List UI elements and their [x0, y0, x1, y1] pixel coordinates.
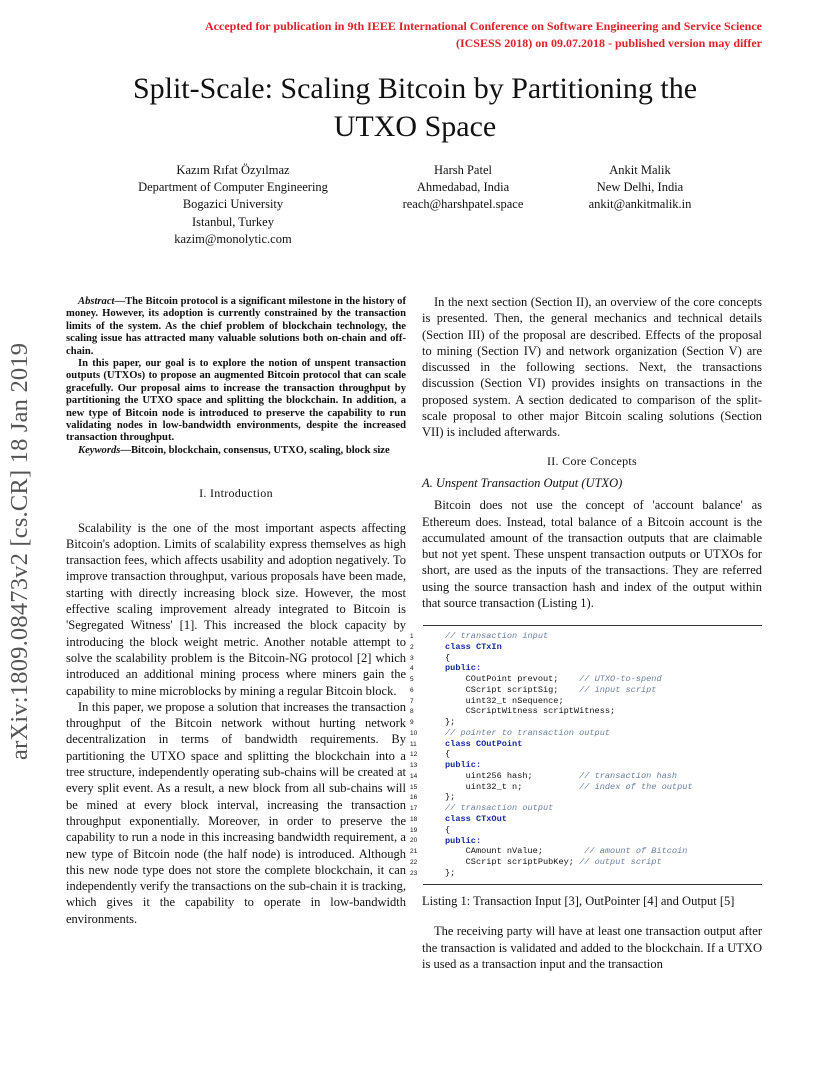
left-column	[66, 296, 406, 927]
right-column	[422, 294, 762, 611]
code-line: public:	[445, 835, 482, 846]
code-line: CScriptWitness scriptWitness;	[445, 706, 616, 717]
code-line: public:	[445, 760, 482, 771]
section-heading: II. Core Concepts	[546, 453, 638, 468]
code-line: CScript scriptPubKey; // output script	[445, 857, 662, 868]
line-number: 1	[410, 633, 414, 640]
paper-title	[40, 70, 790, 146]
author-name: Kazım Rıfat Özyılmaz	[176, 163, 290, 177]
intro-paragraph-2: In this paper, we propose a solution that increases the transaction throughput of the Bitcoin network without hurting network decentralization in terms of bandwidth requirements. By partitioning the UTXO space and splitting the blockchain into a tree structure, independently operating sub-chains will be created at every split event. As a result, a new block from all sub-chains will be mined at every block interval, increasing the transaction throughput exponentially. Moreover, in order to preserve the capability to run a node in this increasing bandwidth requirement, a new type of Bitcoin node (the half node) is introduced. Although this new node type does not store the complete blockchain, it can independently verify the transactions on the sub-chain it is tracking, which gives it the capability to operate in low-bandwidth environments.	[66, 699, 406, 926]
listing-caption: Listing 1: Transaction Input [3], OutPointer [4] and Output [5]	[422, 894, 735, 908]
line-number: 4	[410, 665, 414, 673]
author-affiliation: Department of Computer Engineering	[138, 180, 328, 195]
line-number: 19	[410, 826, 418, 834]
utxo-paragraph: Bitcoin does not use the concept of 'account balance' as Ethereum does. Instead, total balance of a Bitcoin account is the accumulated amount of the transaction outputs that are claimable but not yet spent. These unspent transaction outputs or UTXOs for short, are used as the inputs of the transactions. They are referred using the source transaction hash and index of the output within that source transaction (Listing 1).	[422, 498, 762, 611]
line-number: 10	[410, 729, 418, 737]
section-heading: I. Introduction	[199, 486, 273, 501]
code-line: class CTxIn	[445, 641, 502, 652]
code-line: {	[445, 652, 451, 663]
author-block-1	[128, 162, 338, 248]
author-block-3	[570, 162, 710, 214]
author-name: Ankit Malik	[609, 163, 671, 177]
listing-bottom-rule	[423, 884, 762, 885]
notice-line-2: (ICSESS 2018) on 09.07.2018 - published version may differ	[455, 36, 762, 50]
overview-paragraph: In the next section (Section II), an overview of the core concepts is presented. Then, the general mechanics and technical details (Section III) of the proposal are described. Effects of the proposal to mining (Section IV) and network organization (Section V) are discussed in the following sections. Next, the transactions discussion (Section VI) provides insights on transactions in the proposed system. A section dedicated to comparison of the split-scale proposal to other major Bitcoin scaling solutions (Section VII) is included afterwards.	[422, 295, 762, 440]
intro-paragraph-1: Scalability is the one of the most important aspects affecting Bitcoin's adoption. Limits of scalability express themselves as high transaction fees, which affects usability and adoption negatively. To improve transaction throughput, various proposals have been made, starting with directly increasing block size. However, the most effective scaling improvement already integrated to Bitcoin is 'Segregated Witness' [1]. This increased the block capacity by introducing the block weight metric. Another notable attempt to solve the scalability problem is the Bitcoin-NG protocol [2] which introduced an additional mining process where miners gain the capability to mine microblocks by mining a regular Bitcoin block.	[66, 520, 406, 698]
code-line: CAmount nValue; // amount of Bitcoin	[445, 846, 688, 857]
author-affiliation: New Delhi, India	[596, 180, 684, 195]
receiving-paragraph: The receiving party will have at least one transaction output after the transaction is validated and added to the blockchain. If a UTXO is used as a transaction input and the transaction	[422, 924, 762, 971]
abstract-label: Abstract	[78, 296, 115, 307]
title-line-2: UTXO Space	[333, 110, 497, 143]
line-number: 17	[410, 805, 418, 813]
keywords: —Bitcoin, blockchain, consensus, UTXO, scaling, block size	[120, 444, 390, 456]
line-number: 9	[410, 719, 414, 727]
subsection-heading: A. Unspent Transaction Output (UTXO)	[422, 475, 623, 490]
line-number: 18	[410, 815, 418, 823]
code-line: // transaction input	[445, 631, 549, 641]
code-line: {	[445, 749, 451, 760]
code-line: COutPoint prevout; // UTXO-to-spend	[445, 674, 662, 685]
line-number: 2	[410, 643, 414, 651]
author-email: ankit@ankitmalik.in	[588, 197, 692, 212]
line-number: 22	[410, 858, 418, 866]
line-number: 23	[410, 869, 418, 877]
code-line: };	[445, 867, 456, 878]
author-affiliation: Bogazici University	[182, 197, 284, 212]
code-line: };	[445, 717, 456, 728]
code-line: {	[445, 824, 451, 835]
author-name: Harsh Patel	[434, 163, 492, 177]
code-line: uint32_t nSequence;	[445, 695, 564, 706]
publication-notice	[40, 18, 762, 52]
line-number: 12	[410, 751, 418, 759]
author-email: kazim@monolytic.com	[174, 231, 292, 246]
abstract-p2: In this paper, our goal is to explore the notion of unspent transaction outputs (UTXOs) to propose an augmented Bitcoin protocol that can scale gracefully. Our proposal aims to increase the transaction throughput by partitioning the UTXO space and splitting the blockchain. In addition, a new type of Bitcoin node is introduced to preserve the capability to run validating nodes in low-bandwidth environments, despite the increased transaction throughput.	[66, 358, 406, 444]
line-number: 3	[410, 654, 414, 662]
line-number: 16	[410, 794, 418, 802]
line-number: 13	[410, 762, 418, 770]
line-number: 11	[410, 740, 417, 748]
code-line: class CTxOut	[445, 814, 507, 825]
abstract-p1: —The Bitcoin protocol is a significant milestone in the history of money. However, its adoption is currently constrained by the transaction limits of the system. As the chief problem of blockchain technology, the scaling issue has attracted many valuable solutions both on-chain and off-chain.	[66, 296, 406, 357]
code-line: uint32_t n; // index of the output	[445, 781, 693, 792]
title-line-1: Split-Scale: Scaling Bitcoin by Partitioning the	[132, 72, 698, 105]
author-email: reach@harshpatel.space	[402, 197, 524, 212]
line-number: 14	[410, 772, 418, 780]
code-line: class COutPoint	[445, 738, 523, 749]
line-number: 7	[410, 697, 414, 705]
notice-line-1: Accepted for publication in 9th IEEE International Conference on Software Engineering and Service Science	[205, 19, 762, 33]
code-line: // transaction output	[445, 803, 554, 814]
author-affiliation: Istanbul, Turkey	[192, 214, 274, 229]
line-number: 15	[410, 783, 418, 791]
line-number: 21	[410, 848, 418, 856]
abstract	[66, 296, 406, 457]
listing-top-rule	[423, 625, 762, 626]
code-line: };	[445, 792, 456, 803]
line-number: 5	[410, 676, 414, 684]
code-listing	[445, 631, 693, 879]
author-block-2	[388, 162, 538, 214]
arxiv-stamp: arXiv:1809.08473v2 [cs.CR] 18 Jan 2019	[6, 342, 33, 760]
code-line: uint256 hash; // transaction hash	[445, 770, 678, 781]
code-line: public:	[445, 663, 482, 674]
code-line: CScript scriptSig; // input script	[445, 684, 657, 695]
code-line: // pointer to transaction output	[445, 727, 611, 738]
line-number: 8	[410, 708, 414, 716]
line-number: 20	[410, 837, 418, 845]
keywords-label: Keywords	[78, 444, 121, 456]
author-affiliation: Ahmedabad, India	[416, 180, 510, 195]
line-number: 6	[410, 686, 414, 694]
right-column-lower	[422, 893, 762, 972]
